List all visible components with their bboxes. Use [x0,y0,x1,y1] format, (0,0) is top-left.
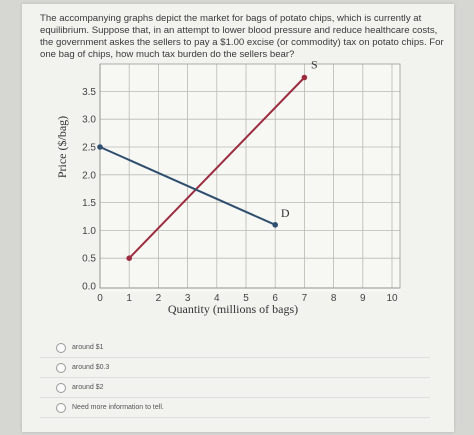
answer-option-1[interactable] [40,338,430,358]
x-tick-label: 6 [272,293,278,304]
y-tick-label: 2.5 [82,142,96,154]
x-tick-label: 0 [97,293,103,304]
answer-options [40,338,430,418]
option-label: around $1 [72,344,104,351]
x-tick-label: 10 [386,293,398,304]
y-tick-label: 2.0 [82,170,96,182]
answer-option-4[interactable] [40,398,430,418]
radio-button[interactable] [56,383,66,393]
option-label: around $0.3 [72,364,110,371]
answer-option-2[interactable] [40,358,430,378]
radio-button[interactable] [56,343,66,353]
x-tick-label: 9 [360,293,366,304]
x-tick-label: 1 [126,293,132,304]
y-tick-label: 0.0 [82,281,96,293]
answer-option-3[interactable] [40,378,430,398]
option-label: around $2 [72,384,104,391]
x-tick-label: 4 [214,293,220,304]
demand-label: D [280,205,290,220]
y-tick-label: 1.5 [82,198,96,210]
supply-endpoint [302,75,308,81]
x-tick-label: 2 [155,293,162,304]
y-axis-label: Price ($/bag) [55,115,69,179]
x-tick-label: 3 [184,293,191,304]
y-tick-label: 3.0 [82,114,96,126]
question-text: The accompanying graphs depict the market for bags of potato chips, which is currently at equilibrium. Suppose that, in an attempt to lower blood pressure and reduce healthcare costs, the government askes the sellers to pay a $1.00 excise (or commodity) tax on potato chips. For one bag of chips, how much tax burden do the sellers bear? [40,13,444,60]
demand-endpoint [272,222,278,228]
y-tick-label: 3.5 [82,86,96,98]
plot-background [100,64,400,292]
y-tick-label: 1.0 [82,225,96,237]
x-tick-label: 7 [301,293,308,304]
x-axis-label: Quantity (millions of bags) [167,302,299,316]
x-tick-label: 5 [243,293,249,304]
y-tick-label: 0.5 [82,253,96,265]
radio-button[interactable] [56,363,66,373]
option-label: Need more information to tell. [72,404,164,411]
radio-button[interactable] [56,403,66,413]
supply-endpoint [126,255,132,261]
supply-label: S [311,57,318,72]
x-tick-label: 8 [330,293,337,304]
demand-endpoint [97,144,103,150]
